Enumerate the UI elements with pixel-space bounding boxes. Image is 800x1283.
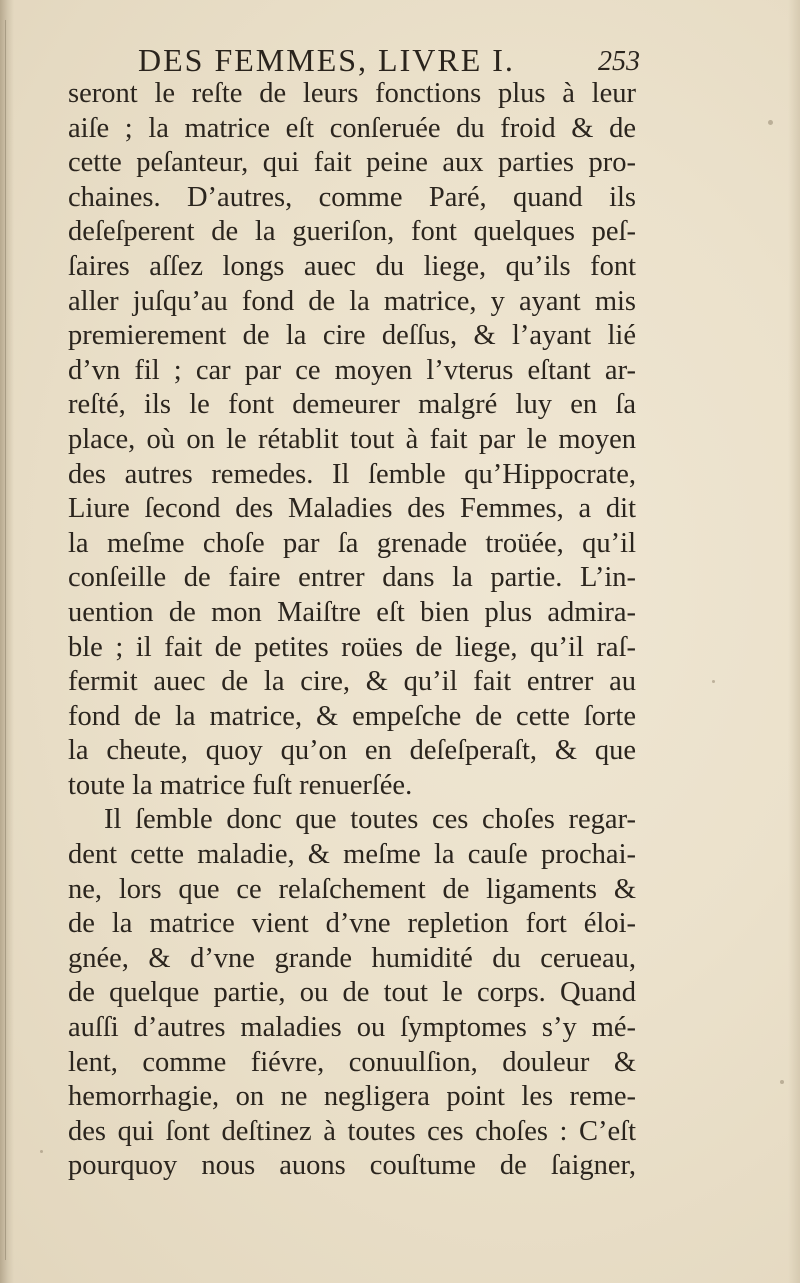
running-head-title: DES FEMMES, LIVRE I.	[138, 42, 515, 78]
text-line: la cheute, quoy qu’on en deſeſperaſt, & que	[68, 735, 636, 767]
paper-speck	[768, 120, 773, 125]
text-line: chaines. D’autres, comme Paré, quand ils	[68, 181, 636, 213]
text-line: lent, comme fiévre, conuulſion, douleur &	[68, 1046, 636, 1078]
text-line: auſſi d’autres maladies ou ſymptomes s’y mé-	[68, 1012, 636, 1044]
paragraph-start-line: Il ſemble donc que toutes ces choſes regar-	[104, 804, 636, 836]
text-line: place, où on le rétablit tout à fait par le moyen	[68, 423, 636, 455]
body-text	[68, 77, 636, 1184]
text-line: de la matrice vient d’vne repletion fort éloi-	[68, 908, 636, 940]
text-line: de quelque partie, ou de tout le corps. Quand	[68, 977, 636, 1009]
text-line: ble ; il fait de petites roües de liege, qu’il raſ-	[68, 631, 636, 663]
text-line: gnée, & d’vne grande humidité du cerueau,	[68, 942, 636, 974]
text-line: des qui ſont deſtinez à toutes ces choſes : C’eſt	[68, 1115, 636, 1147]
text-line: d’vn fil ; car par ce moyen l’vterus eſtant ar-	[68, 354, 636, 386]
page-edge-shadow	[788, 0, 800, 1283]
paragraph-end-line: toute la matrice fuſt renuerſée.	[68, 769, 413, 801]
text-line: fermit auec de la cire, & qu’il fait entrer au	[68, 666, 636, 698]
text-line: seront le reſte de leurs fonctions plus à leur	[68, 78, 636, 109]
page-fold-line	[5, 20, 6, 1260]
text-line: hemorrhagie, on ne negligera point les reme-	[68, 1081, 636, 1113]
running-head	[70, 40, 650, 80]
paper-speck	[712, 680, 715, 683]
text-line: des autres remedes. Il ſemble qu’Hippocrate,	[68, 458, 636, 490]
text-line: la meſme choſe par ſa grenade troüée, qu’il	[68, 527, 636, 559]
text-line: cette peſanteur, qui fait peine aux parties pro-	[68, 147, 636, 179]
text-line: ſaires aſſez longs auec du liege, qu’ils font	[68, 250, 636, 282]
paper-speck	[780, 1080, 784, 1084]
text-line: pourquoy nous auons couſtume de ſaigner,	[68, 1150, 636, 1182]
text-line: uention de mon Maiſtre eſt bien plus admira-	[68, 596, 636, 628]
text-line: aiſe ; la matrice eſt conſeruée du froid & de	[68, 112, 636, 144]
text-line: Liure ſecond des Maladies des Femmes, a dit	[68, 493, 636, 525]
text-line: ne, lors que ce relaſchement de ligaments &	[68, 873, 636, 905]
text-line: conſeille de faire entrer dans la partie. L’in-	[68, 562, 636, 594]
page-number: 253	[598, 46, 640, 77]
text-line: reſté, ils le font demeurer malgré luy en ſa	[68, 389, 636, 421]
text-line: aller juſqu’au fond de la matrice, y ayant mis	[68, 285, 636, 317]
text-line: premierement de la cire deſſus, & l’ayant lié	[68, 320, 636, 352]
page-binding-shadow	[0, 0, 14, 1283]
paper-speck	[40, 1150, 43, 1153]
text-line: dent cette maladie, & meſme la cauſe prochai-	[68, 839, 636, 871]
text-line: deſeſperent de la gueriſon, font quelques peſ-	[68, 216, 636, 248]
text-line: fond de la matrice, & empeſche de cette ſorte	[68, 700, 636, 732]
